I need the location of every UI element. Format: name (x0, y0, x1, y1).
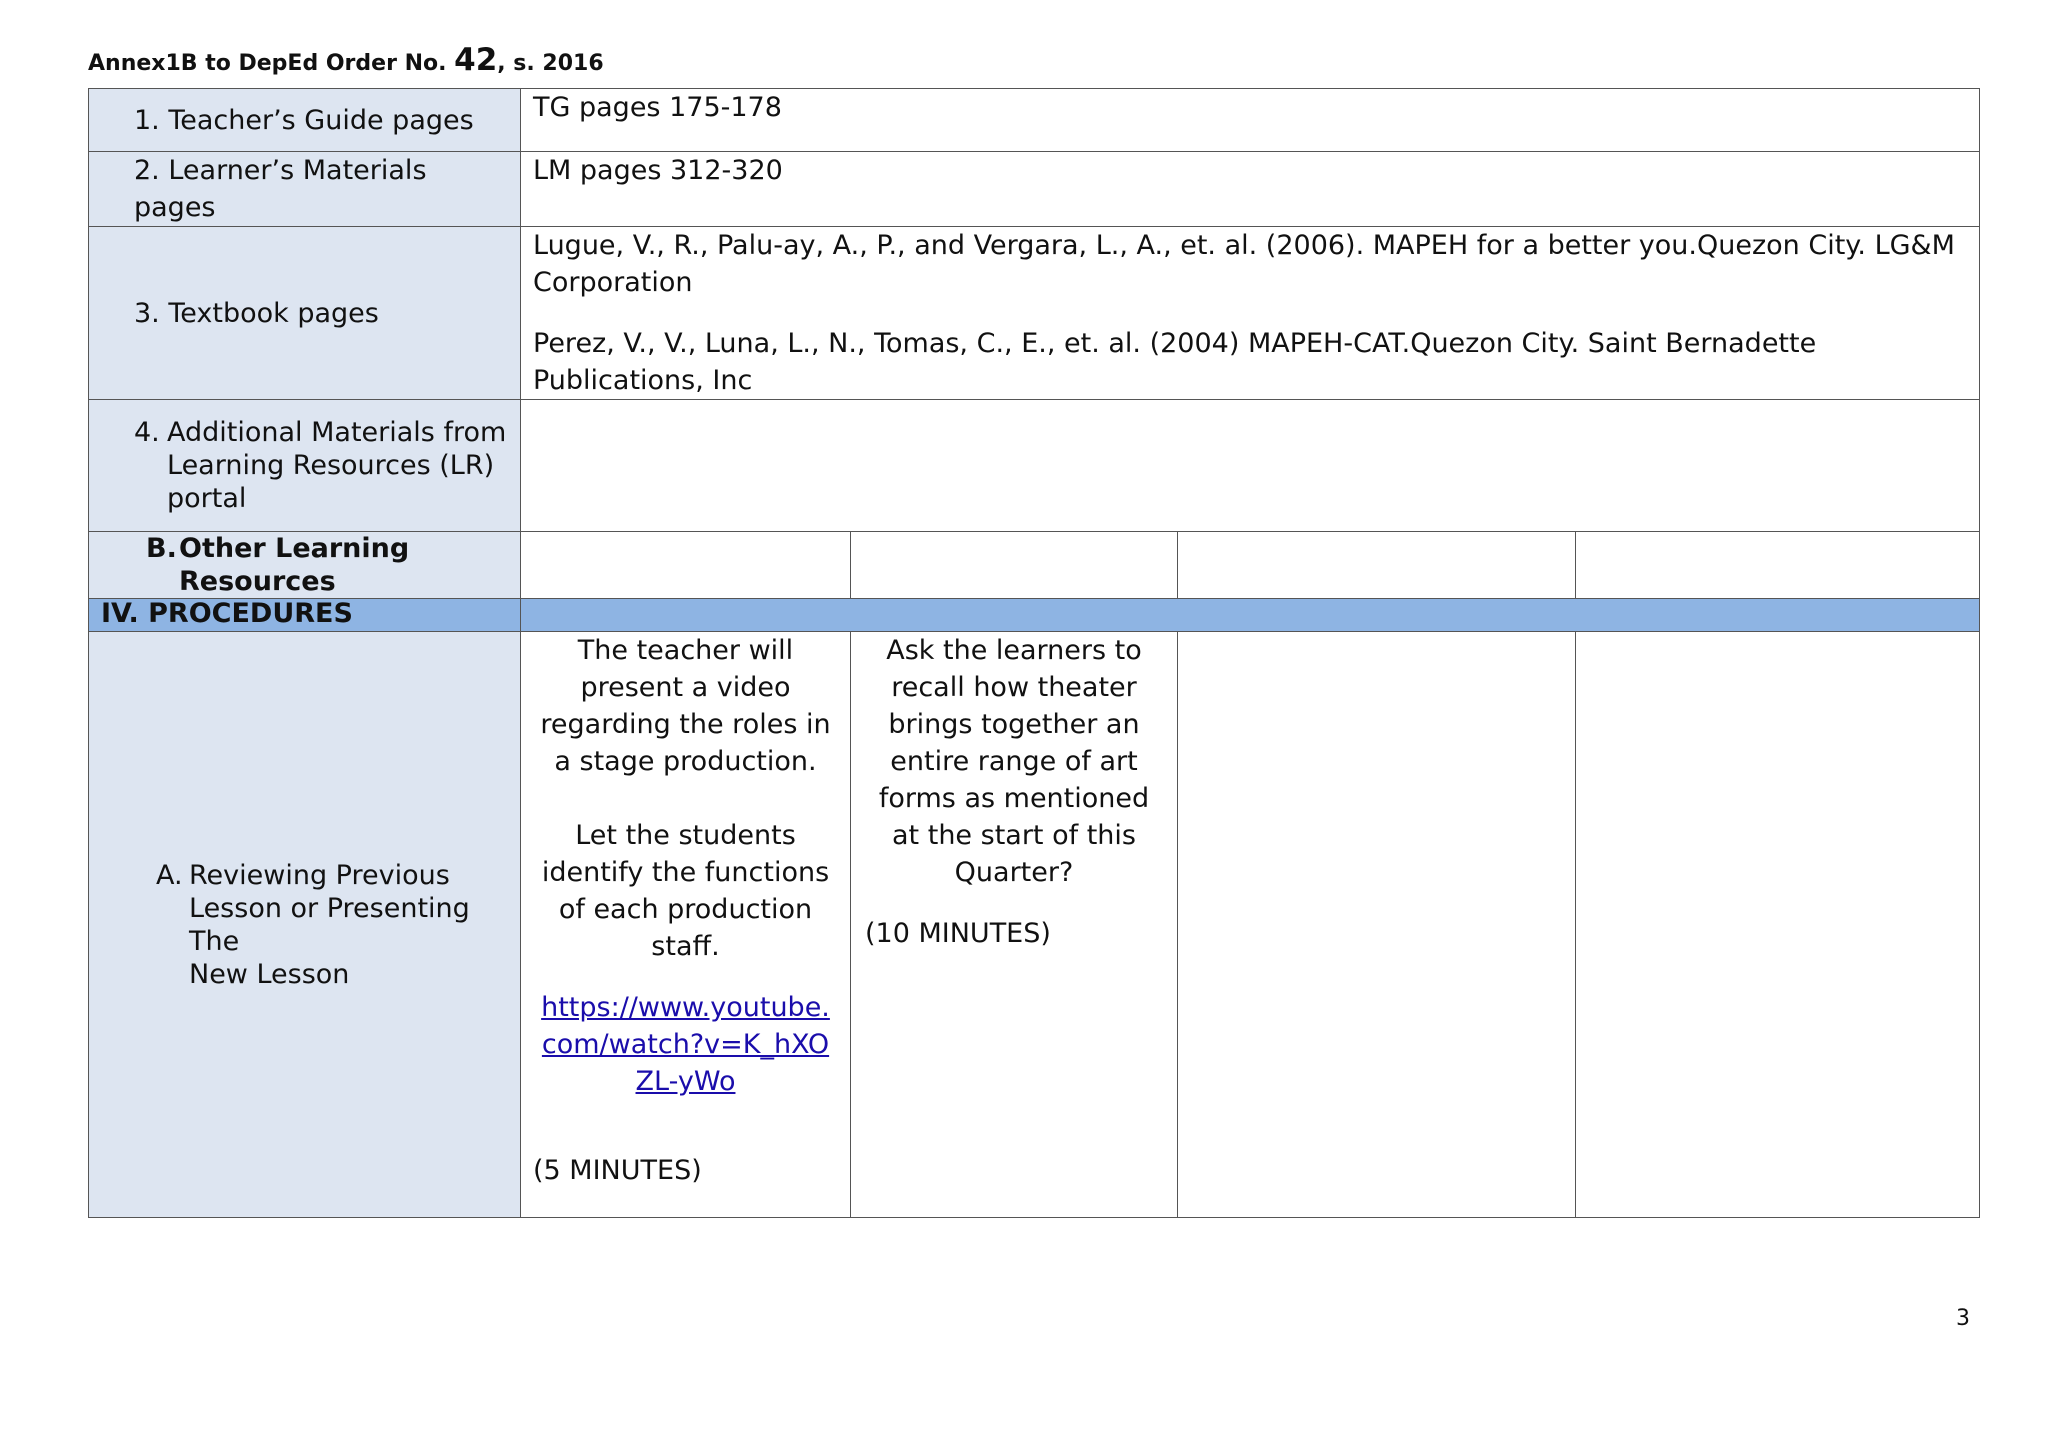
reviewing-col-4 (1576, 632, 1980, 1218)
procedures-heading: IV. PROCEDURES (101, 598, 353, 629)
other-resources-label-line-1: Other Learning (179, 533, 410, 564)
additional-label-line-2: Learning Resources (LR) (167, 450, 495, 481)
other-resources-col-3 (1178, 532, 1576, 599)
textbook-value-cell (521, 227, 1980, 400)
table-row (89, 227, 1980, 400)
additional-label-line-1: Additional Materials from (167, 417, 507, 448)
reviewing-label-line-2: Lesson or Presenting The (189, 892, 470, 957)
additional-value-cell (521, 400, 1980, 532)
procedures-heading-cell (89, 599, 521, 632)
lm-label: 2. Learner’s Materials pages (134, 155, 427, 223)
other-resources-label-line-2: Resources (179, 566, 336, 597)
other-resources-col-1 (521, 532, 851, 599)
recall-question: Ask the learners to recall how theater brings together an entire range of art forms as mentioned at the start of this Quarter? (878, 635, 1150, 888)
textbook-label-cell (89, 227, 521, 400)
textbook-reference-1: Lugue, V., R., Palu-ay, A., P., and Vergara, L., A., et. al. (2006). MAPEH for a better you.Quezon City. LG&M Corporation (533, 230, 1955, 298)
table-row (89, 152, 1980, 227)
reviewing-label-num: A. (156, 859, 183, 891)
other-resources-col-2 (851, 532, 1178, 599)
table-row (89, 400, 1980, 532)
tg-value-cell (521, 89, 1980, 152)
order-number: 42 (454, 42, 498, 78)
table-row (89, 532, 1980, 599)
textbook-reference-2: Perez, V., V., Luna, L., N., Tomas, C., E., et. al. (2004) MAPEH-CAT.Quezon City. Saint Bernadette Publications, Inc (533, 328, 1817, 396)
additional-label-cell (89, 400, 521, 532)
header-suffix: , s. 2016 (497, 51, 604, 76)
table-row (89, 599, 1980, 632)
additional-label-line-3: portal (167, 483, 247, 514)
tg-label-cell (89, 89, 521, 152)
identify-instruction: Let the students identify the functions of each production staff. (541, 820, 830, 962)
lesson-plan-table (88, 88, 1980, 1218)
page-number: 3 (1956, 1306, 1970, 1331)
document-header (88, 42, 604, 78)
reviewing-col-2 (851, 632, 1178, 1218)
reviewing-label-line-1: Reviewing Previous (189, 859, 450, 891)
video-instruction: The teacher will present a video regarding the roles in a stage production. (540, 635, 831, 777)
reviewing-col-3 (1178, 632, 1576, 1218)
youtube-link[interactable]: https://www.youtube.com/watch?v=K_hXOZL-yWo (541, 992, 830, 1097)
lm-label-cell (89, 152, 521, 227)
table-row (89, 89, 1980, 152)
table-row (89, 632, 1980, 1218)
tg-value: TG pages 175-178 (533, 92, 782, 123)
video-link-paragraph (537, 989, 834, 1100)
lm-value: LM pages 312-320 (533, 155, 783, 186)
other-resources-label-cell (89, 532, 521, 599)
header-prefix: Annex1B to DepEd Order No. (88, 51, 455, 76)
col-1-time: (5 MINUTES) (533, 1155, 702, 1186)
reviewing-label-line-3: New Lesson (189, 958, 350, 990)
reviewing-label-cell (89, 632, 521, 1218)
lm-value-cell (521, 152, 1980, 227)
additional-label-num: 4. (134, 417, 160, 448)
col-2-time: (10 MINUTES) (865, 918, 1051, 949)
reviewing-col-1 (521, 632, 851, 1218)
other-resources-label-num: B. (146, 533, 177, 564)
tg-label: 1. Teacher’s Guide pages (134, 104, 474, 136)
textbook-label: 3. Textbook pages (134, 297, 379, 329)
other-resources-col-4 (1576, 532, 1980, 599)
procedures-band (521, 599, 1980, 632)
